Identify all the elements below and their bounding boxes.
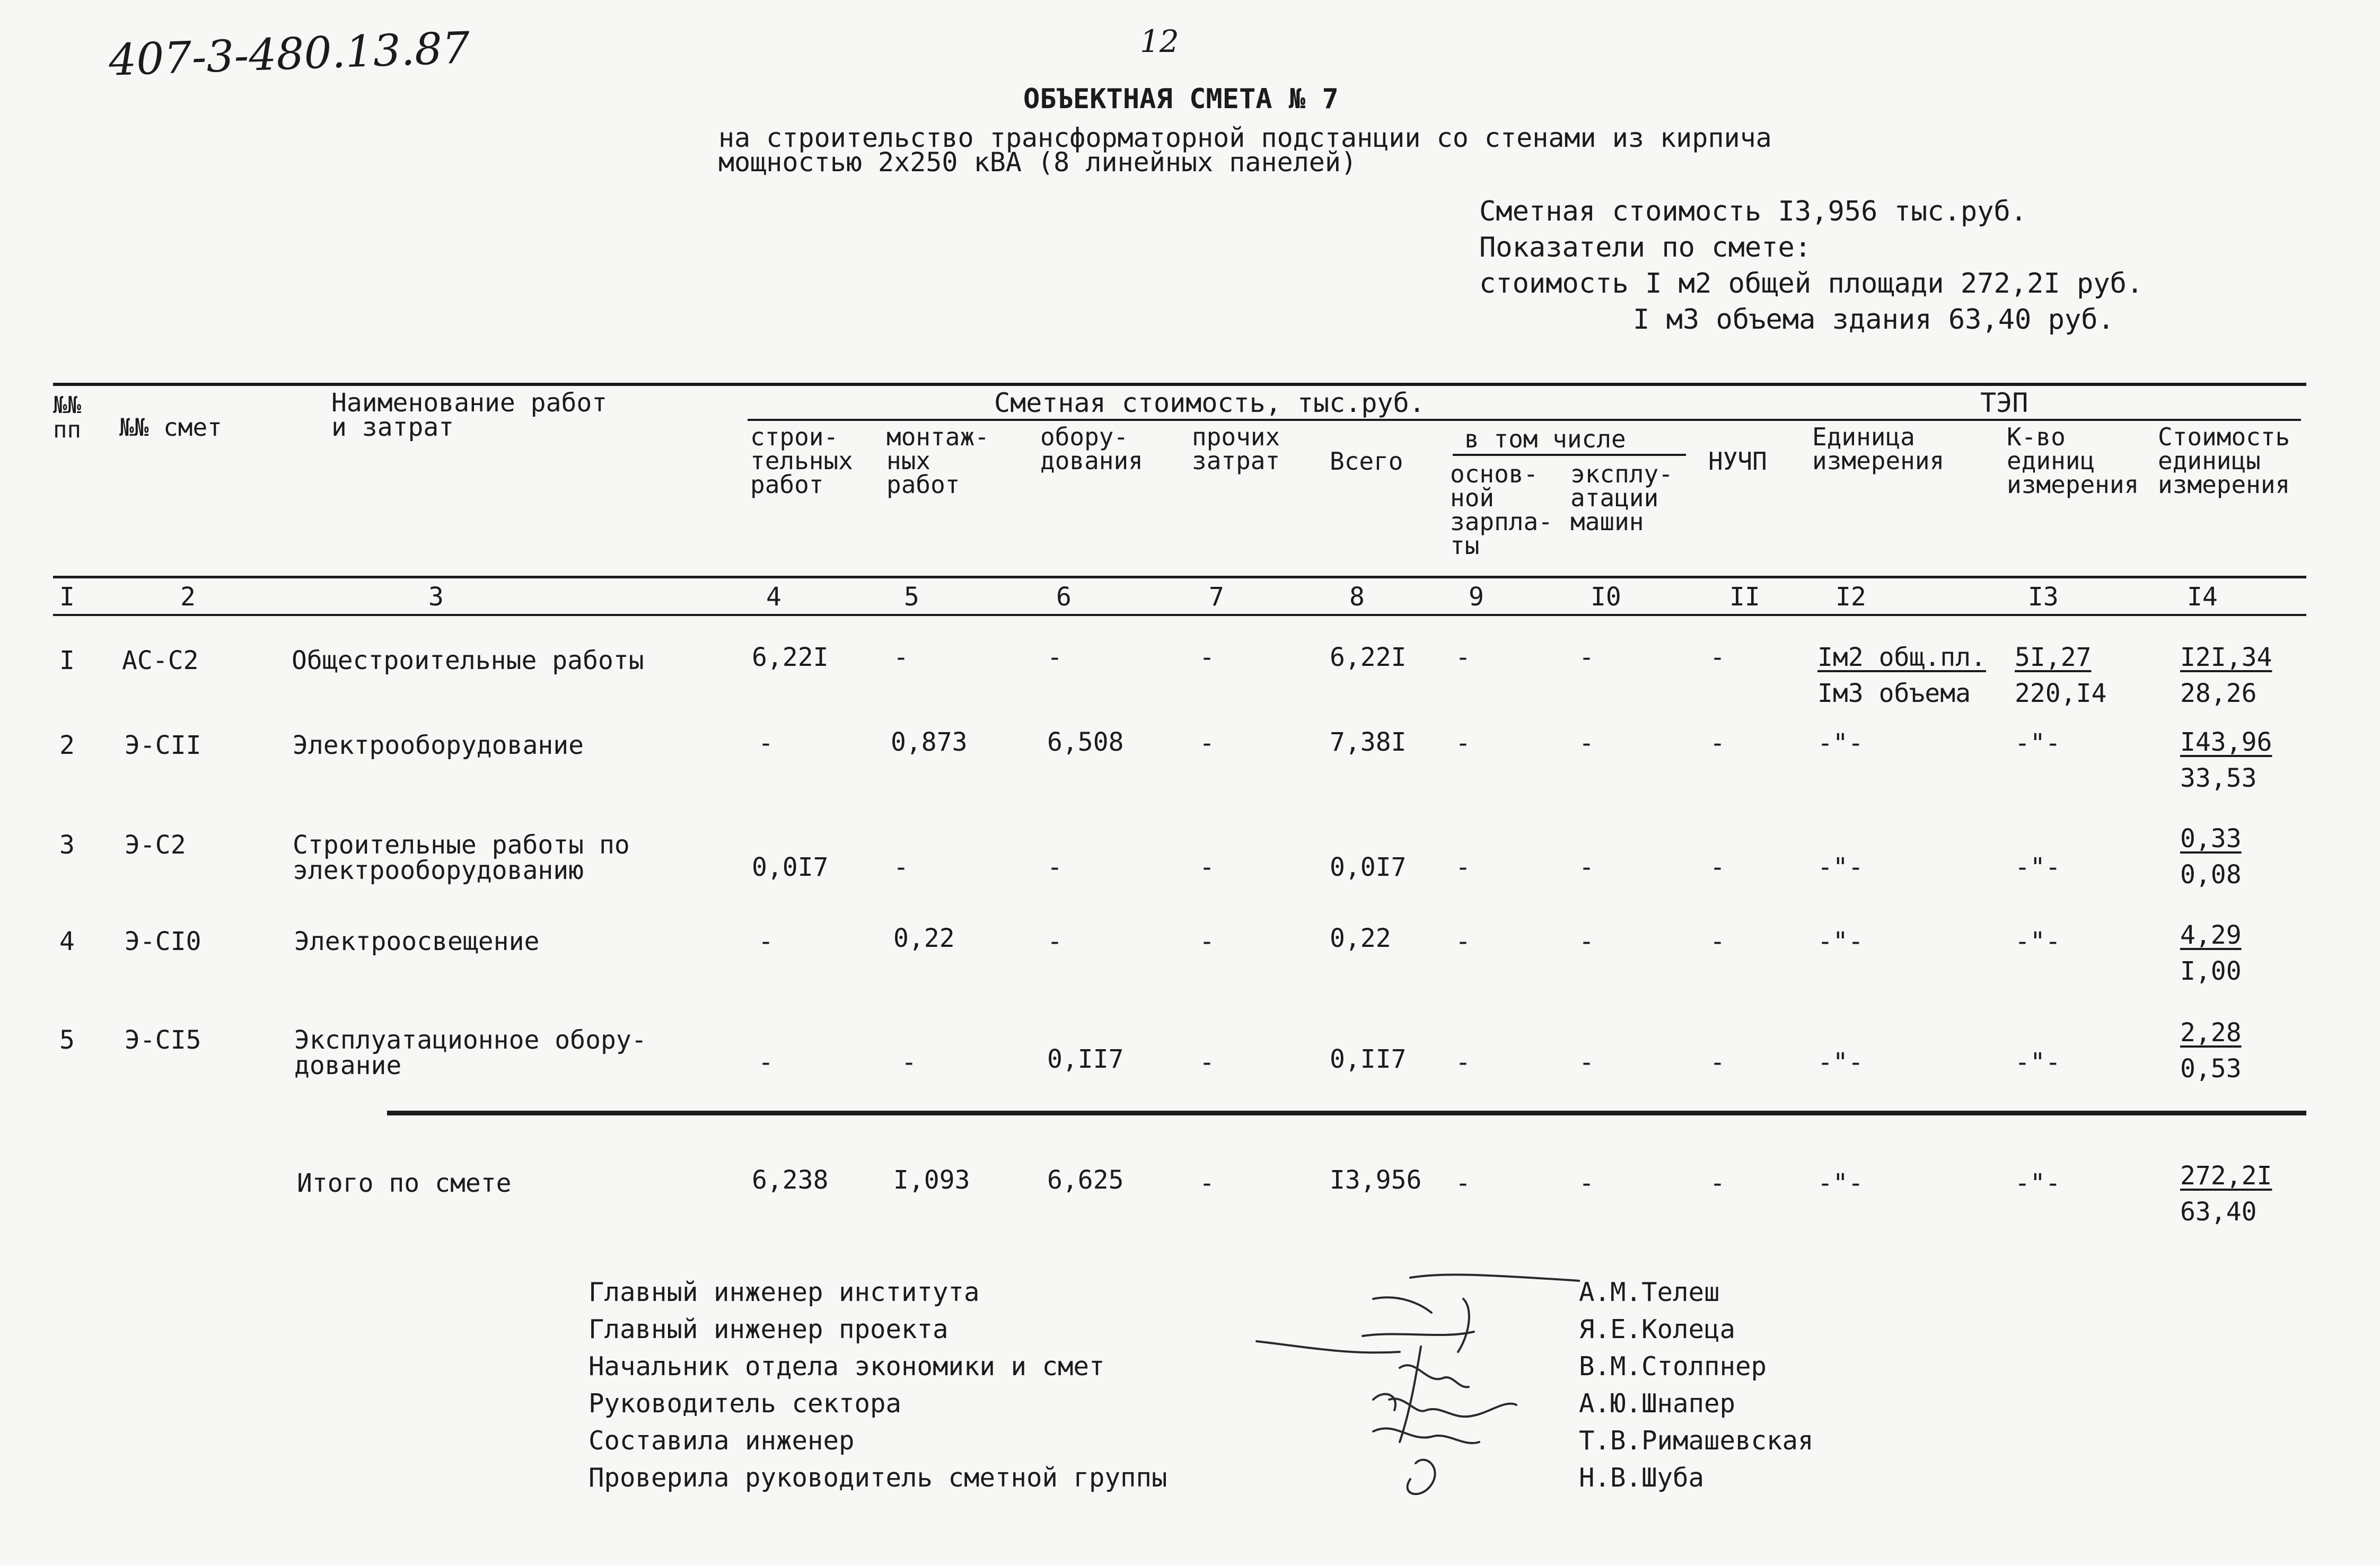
- row-number: 2: [59, 731, 75, 760]
- total-unit-cost: 272,2I: [2180, 1161, 2272, 1191]
- signature-name: А.Ю.Шнапер: [1579, 1388, 1736, 1419]
- page-number: 12: [1140, 23, 1179, 59]
- cost-group-rule: [748, 419, 2301, 421]
- work-name-2: электрооборудованию: [293, 856, 584, 885]
- unit-count: -"-: [2015, 728, 2061, 758]
- signature-name: Н.В.Шуба: [1579, 1463, 1705, 1493]
- total-base-salary: -: [1455, 1168, 1471, 1198]
- cost-construction: -: [758, 927, 774, 956]
- base-salary: -: [1455, 927, 1471, 956]
- base-salary: -: [1455, 852, 1471, 882]
- cost-equipment: -: [1047, 852, 1062, 882]
- col-number: II: [1729, 582, 1760, 612]
- cost-other: -: [1199, 927, 1215, 956]
- unit-cost-2: I,00: [2180, 956, 2242, 986]
- unit: Iм2 общ.пл.: [1817, 643, 1986, 672]
- total-sum: I3,956: [1330, 1165, 1422, 1195]
- total-label: Итого по смете: [297, 1168, 512, 1198]
- unit-count: -"-: [2015, 1048, 2061, 1077]
- unit-count: -"-: [2015, 852, 2061, 882]
- summary-cost-per-m2: стоимость I м2 общей площади 272,2I руб.: [1479, 268, 2144, 300]
- nuchp: -: [1710, 927, 1725, 956]
- machine-operation: -: [1579, 852, 1594, 882]
- unit-cost-2: 0,08: [2180, 860, 2242, 890]
- machine-operation: -: [1579, 728, 1594, 758]
- cost-other: -: [1199, 852, 1215, 882]
- cost-construction: 0,0I7: [752, 852, 829, 882]
- cost-total: 0,II7: [1330, 1044, 1407, 1074]
- header-installation-works: монтаж- ных работ: [886, 423, 989, 499]
- col-number: 4: [766, 582, 781, 612]
- estimate-code: Э-С2: [125, 830, 186, 860]
- col-number: 5: [904, 582, 919, 612]
- unit-count: -"-: [2015, 927, 2061, 956]
- total-other: -: [1199, 1168, 1215, 1198]
- cost-installation: 0,873: [891, 727, 968, 757]
- signature-name: Я.Е.Колеца: [1579, 1314, 1736, 1344]
- signature-role: Главный инженер института: [589, 1277, 980, 1307]
- header-equipment: обору- дования: [1040, 423, 1143, 476]
- header-cost-group: Сметная стоимость, тыс.руб.: [994, 388, 1425, 418]
- row-number: 5: [59, 1025, 75, 1055]
- cost-equipment: -: [1047, 643, 1062, 672]
- row-number: 4: [59, 927, 75, 956]
- cost-other: -: [1199, 728, 1215, 758]
- unit-cost: 0,33: [2180, 824, 2242, 854]
- col-number: I3: [2028, 582, 2059, 612]
- estimate-code: Э-СI0: [125, 927, 201, 956]
- header-work-name: Наименование работ и затрат: [331, 388, 608, 442]
- nuchp: -: [1710, 643, 1725, 672]
- work-name-2: дование: [294, 1051, 402, 1080]
- cost-other: -: [1199, 643, 1215, 672]
- cost-installation: -: [893, 852, 909, 882]
- header-base-salary: основ- ной зарпла- ты: [1450, 460, 1553, 560]
- total-separator-rule: [387, 1111, 2306, 1115]
- table-top-rule: [53, 383, 2306, 386]
- header-machine-operation: эксплу- атации машин: [1570, 460, 1673, 537]
- row-number: 3: [59, 830, 75, 860]
- summary-cost-per-m3: I м3 объема здания 63,40 руб.: [1633, 304, 2114, 336]
- summary-indicators: Показатели по смете:: [1479, 232, 1812, 263]
- signature-role: Составила инженер: [589, 1426, 855, 1456]
- col-number: 2: [180, 582, 196, 612]
- header-bottom-rule: [53, 576, 2306, 578]
- signature-role: Руководитель сектора: [589, 1388, 902, 1419]
- machine-operation: -: [1579, 1048, 1594, 1077]
- header-unit: Единица измерения: [1812, 423, 1945, 476]
- col-number: I2: [1836, 582, 1866, 612]
- cost-total: 6,22I: [1330, 643, 1407, 672]
- signature-name: В.М.Столпнер: [1579, 1351, 1767, 1382]
- cost-other: -: [1199, 1048, 1215, 1077]
- col-number: 9: [1469, 582, 1484, 612]
- total-unit-cost-2: 63,40: [2180, 1197, 2257, 1227]
- header-nuchp: НУЧП: [1708, 447, 1767, 476]
- incl-group-rule: [1453, 454, 1686, 456]
- col-number: 8: [1349, 582, 1365, 612]
- document-title: ОБЪЕКТНАЯ СМЕТА № 7: [1023, 83, 1339, 115]
- signature-name: Т.В.Римашевская: [1579, 1426, 1814, 1456]
- unit-count-2: 220,I4: [2015, 679, 2107, 708]
- total-unit-count: -"-: [2015, 1168, 2061, 1198]
- estimate-code: Э-СI5: [125, 1025, 201, 1055]
- col-number: I4: [2187, 582, 2218, 612]
- base-salary: -: [1455, 643, 1471, 672]
- cost-installation: 0,22: [893, 924, 955, 953]
- subtitle-line-1: на строительство трансформаторной подстанции со стенами из кирпича: [718, 122, 1772, 153]
- col-number: 6: [1056, 582, 1072, 612]
- nuchp: -: [1710, 1048, 1725, 1077]
- unit-cost: I2I,34: [2180, 643, 2272, 672]
- unit-2: Iм3 объема: [1817, 679, 1971, 708]
- estimate-code: Э-СII: [125, 731, 201, 760]
- machine-operation: -: [1579, 927, 1594, 956]
- unit-cost-2: 0,53: [2180, 1054, 2242, 1084]
- signature-name: А.М.Телеш: [1579, 1277, 1720, 1307]
- cost-construction: -: [758, 728, 774, 758]
- header-tep-group: ТЭП: [1980, 388, 2028, 418]
- unit: -"-: [1817, 852, 1864, 882]
- cost-construction: -: [758, 1048, 774, 1077]
- total-nuchp: -: [1710, 1168, 1725, 1198]
- unit: -"-: [1817, 927, 1864, 956]
- base-salary: -: [1455, 1048, 1471, 1077]
- header-unit-count: К-во единиц измерения: [2007, 423, 2139, 499]
- machine-operation: -: [1579, 643, 1594, 672]
- colnum-bottom-rule: [53, 614, 2306, 616]
- cost-equipment: 6,508: [1047, 727, 1124, 757]
- unit-count: 5I,27: [2015, 643, 2092, 672]
- cost-installation: -: [901, 1048, 917, 1077]
- unit: -"-: [1817, 1048, 1864, 1077]
- work-name: Эксплуатационное обору-: [294, 1025, 647, 1055]
- cost-equipment: -: [1047, 927, 1062, 956]
- work-name: Электрооборудование: [293, 731, 584, 760]
- total-installation: I,093: [893, 1165, 970, 1195]
- col-number: 3: [428, 582, 444, 612]
- unit: -"-: [1817, 728, 1864, 758]
- base-salary: -: [1455, 728, 1471, 758]
- col-number: I0: [1591, 582, 1621, 612]
- header-other-costs: прочих затрат: [1192, 423, 1280, 476]
- work-name: Общестроительные работы: [292, 646, 644, 675]
- cost-total: 0,0I7: [1330, 852, 1407, 882]
- cost-total: 7,38I: [1330, 727, 1407, 757]
- cost-equipment: 0,II7: [1047, 1044, 1124, 1074]
- nuchp: -: [1710, 728, 1725, 758]
- summary-cost: Сметная стоимость I3,956 тыс.руб.: [1479, 196, 2027, 227]
- total-machine-operation: -: [1579, 1168, 1594, 1198]
- signature-role: Проверила руководитель сметной группы: [589, 1463, 1167, 1493]
- col-number: I: [59, 582, 75, 612]
- signature-role: Главный инженер проекта: [589, 1314, 949, 1344]
- unit-cost: I43,96: [2180, 727, 2272, 757]
- header-unit-cost: Стоимость единицы измерения: [2158, 423, 2290, 499]
- nuchp: -: [1710, 852, 1725, 882]
- header-row-number: №№ пп: [53, 392, 81, 444]
- handwritten-signatures-icon: [1241, 1262, 1580, 1516]
- total-unit: -"-: [1817, 1168, 1864, 1198]
- subtitle-line-2: мощностью 2х250 кВА (8 линейных панелей): [718, 147, 1357, 178]
- work-name: Электроосвещение: [294, 927, 540, 956]
- unit-cost-2: 28,26: [2180, 679, 2257, 708]
- work-name: Строительные работы по: [293, 830, 630, 860]
- unit-cost: 2,28: [2180, 1018, 2242, 1048]
- cost-construction: 6,22I: [752, 643, 829, 672]
- estimate-code: АС-С2: [122, 646, 199, 675]
- header-total: Всего: [1330, 447, 1403, 476]
- col-number: 7: [1209, 582, 1224, 612]
- cost-total: 0,22: [1330, 924, 1391, 953]
- total-construction: 6,238: [752, 1165, 829, 1195]
- signature-role: Начальник отдела экономики и смет: [589, 1351, 1105, 1382]
- row-number: I: [59, 646, 75, 675]
- unit-cost-2: 33,53: [2180, 763, 2257, 793]
- unit-cost: 4,29: [2180, 920, 2242, 950]
- document-code: 407-3-480.13.87: [108, 23, 471, 86]
- cost-installation: -: [893, 643, 909, 672]
- header-including: в том числе: [1464, 425, 1626, 453]
- header-construction-works: строи- тельных работ: [750, 423, 853, 499]
- total-equipment: 6,625: [1047, 1165, 1124, 1195]
- header-estimate-number: №№ смет: [119, 413, 222, 442]
